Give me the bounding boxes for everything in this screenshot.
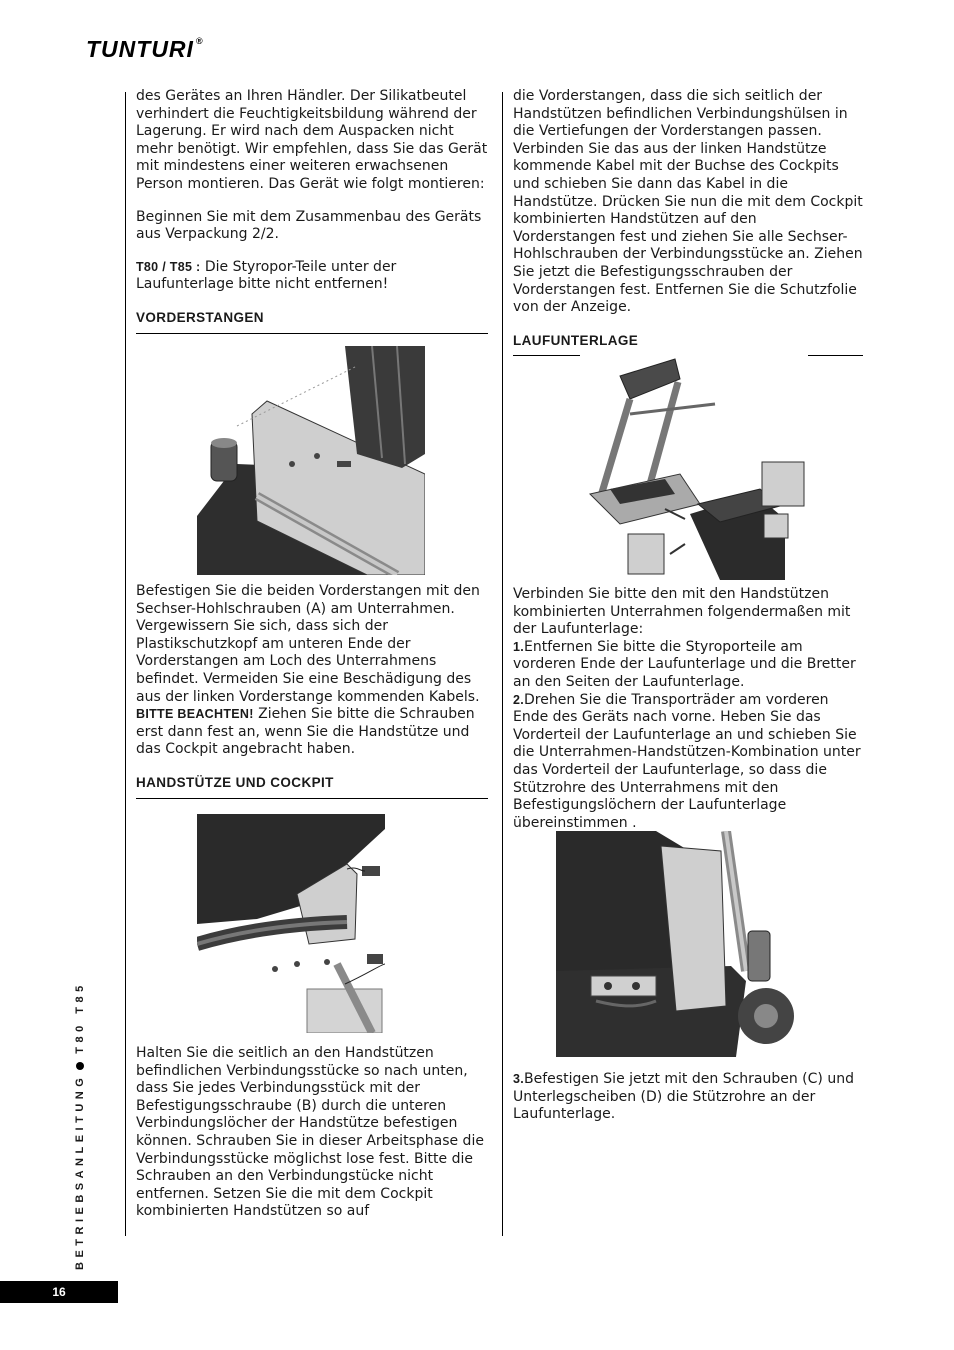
- model-note: T80 / T85 : Die Styropor-Teile unter der Laufunterlage bitte nicht entfernen!: [136, 258, 397, 293]
- right-column-part3: [513, 1071, 863, 1139]
- section-heading-handstuetze: HANDSTÜTZE UND COCKPIT: [136, 774, 488, 799]
- section-heading-vorderstangen: VORDERSTANGEN: [136, 309, 488, 334]
- step-3: 3.Befestigen Sie jetzt mit den Schrauben (C) und Unterlegscheiben (D) die Stützrohre an der Laufunterlage.: [513, 1071, 854, 1123]
- figure-handlebar-console: [197, 814, 385, 1033]
- left-margin-rule: [125, 92, 126, 1236]
- section-heading-laufunterlage: LAUFUNTERLAGE: [513, 332, 863, 357]
- start-paragraph: Beginnen Sie mit dem Zusammenbau des Geräts aus Verpackung 2/2.: [136, 208, 482, 243]
- left-column: [136, 88, 488, 334]
- sidebar-manual-label: BETRIEBSANLEITUNGT80 T85: [74, 981, 86, 1270]
- brand-logo: TUNTURI ®: [86, 36, 204, 62]
- handlebar-paragraph-cont: die Vorderstangen, dass die sich seitlich der Handstützen befindlichen Verbindungshülsen in die Vertiefungen der Vorderstangen passen. Verbinden Sie das aus der linken Handstütze kommende Kabel mit der Buchse des Cockpits und schieben Sie dann das Kabel in die Handstütze. Drücken Sie nun die mit dem Cockpit kombinierten Handstützen auf den Vorderstangen fest und ziehen Sie alle Sechser-Hohlschrauben der Verbindungsstücke an. Ziehen Sie jetzt die Befestigungsschrauben der Vorderstangen fest. Entfernen Sie die Schutzfolie von der Anzeige.: [513, 88, 863, 316]
- figure-front-posts: [197, 346, 425, 575]
- figure-deck-assembly: [580, 354, 808, 580]
- step-2: 2.Drehen Sie die Transporträder am vorderen Ende des Geräts nach vorne. Heben Sie das Vorderteil der Laufunterlage an und schieben Sie die Unterrahmen-Handstützen-Kombination unter das Vorderteil der Laufunterlage, so dass die Stützrohre des Unterrahmens mit den Befestigungslöchern der Laufunterlage übereinstimmen .: [513, 691, 861, 831]
- bullet-dot-icon: [76, 1062, 84, 1070]
- right-column-part2: [513, 586, 863, 847]
- right-column: [513, 88, 863, 356]
- left-column-part2: [136, 583, 488, 799]
- page-number: 16: [0, 1281, 118, 1303]
- deck-intro-paragraph: Verbinden Sie bitte den mit den Handstützen kombinierten Unterrahmen folgendermaßen mit der Laufunterlage:: [513, 586, 851, 638]
- step-1: 1.Entfernen Sie bitte die Styroporteile am vorderen Ende der Laufunterlage und die Bretter an den Seiten der Laufunterlage.: [513, 638, 856, 690]
- figure-support-tubes: [556, 831, 802, 1057]
- left-column-part3: [136, 1045, 488, 1236]
- intro-paragraph: des Gerätes an Ihren Händler. Der Silikatbeutel verhindert die Feuchtigkeitsbildung während der Lagerung. Er wird nach dem Auspacken nicht mehr benötigt. Wir empfehlen, dass Sie das Gerät mit mindestens einer weiteren erwachsenen Person montieren. Das Gerät wie folgt montieren:: [136, 88, 488, 192]
- front-posts-paragraph: Befestigen Sie die beiden Vorderstangen mit den Sechser-Hohlschrauben (A) am Unterrahmen. Vergewissern Sie sich, dass sich der Plastikschutzkopf am unteren Ende der Vorderstangen am Loch des Unterrahmens befindet. Vermeiden Sie eine Beschädigung des aus der linken Vorderstange kommenden Kabels. BITTE BEACHTEN! Ziehen Sie bitte die Schrauben erst dann fest an, wenn Sie die Handstütze und das Cockpit angebracht haben.: [136, 583, 480, 758]
- handlebar-paragraph: Halten Sie die seitlich an den Handstützen befindlichen Verbindungsstücke so nach unten, dass Sie jedes Verbindungsstück mit der Befestigungsschraube (B) durch die unteren Verbindungslöcher der Handstütze befestigen können. Schrauben Sie in dieser Arbeitsphase die Verbindungsstücke möglichst lose fest. Bitte die Schrauben an den Verbindungstücke nicht entfernen. Setzen Sie die mit dem Cockpit kombinierten Handstützen so auf: [136, 1045, 484, 1220]
- column-divider: [502, 92, 503, 1236]
